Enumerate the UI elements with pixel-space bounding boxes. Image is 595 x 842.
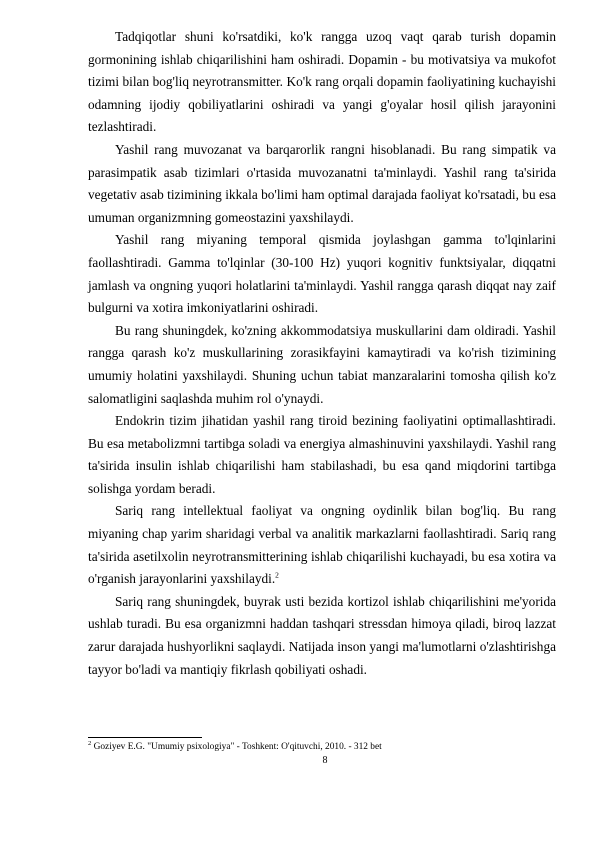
paragraph-green-eye-muscles: Bu rang shuningdek, ko'zning akkommodatsiya muskullarini dam oldiradi. Yashil rangga qarash ko'z muskullarining zorasikfayini kamaytiradi va ko'rish tizimining umumiy holatini yaxshilaydi. Shuning uchun tabiat manzaralarini tomosha qilish ko'z salomatligini saqlashda muhim rol o'ynaydi. [88,322,556,406]
paragraph-yellow-intellect [88,500,556,590]
footnote-text: Goziyev E.G. "Umumiy psixologiya" - Toshkent: O'qituvchi, 2010. - 312 bet [91,742,382,752]
body-text [88,26,556,681]
footnote [88,741,558,753]
paragraph-yellow-cortisol: Sariq rang shuningdek, buyrak usti bezida kortizol ishlab chiqarilishini me'yorida ushlab turadi. Bu esa organizmni haddan tashqari stressdan himoya qiladi, biroq lazzat zarur darajada hushyorlikni saqlaydi. Natijada inson yangi ma'lumotlarni o'zlashtirishga tayyor bo'ladi va mantiqiy fikrlash qobiliyati oshadi. [88,593,556,677]
paragraph-yellow-intellect-text: Sariq rang intellektual faoliyat va ongning oydinlik bilan bog'liq. Bu rang miyaning chap yarim sharidagi verbal va analitik markazlarni faollashtiradi. Sariq rang ta'sirida asetilxolin neyrotransmitterining ishlab chiqarilishi kuchayadi, bu esa xotira va o'rganish jarayonlarini yaxshilaydi. [88,503,556,587]
footnote-reference: 2 [275,570,279,580]
paragraph-green-endocrine: Endokrin tizim jihatidan yashil rang tiroid bezining faoliyatini optimallashtiradi. Bu esa metabolizmni tartibga soladi va energiya almashinuvini yaxshilaydi. Yashil rang ta'sirida insulin ishlab chiqarilishi ham stabilashadi, bu esa qand miqdorini tartibga solishga yordam beradi. [88,413,556,496]
footnote-number: 2 [88,739,92,747]
paragraph-green-gamma-waves: Yashil rang miyaning temporal qismida joylashgan gamma to'lqinlarini faollashtiradi. Gamma to'lqinlar (30-100 Hz) yuqori kognitiv funktsiyalar, diqqatni jamlash va ongning yuqori holatlarini ta'minlaydi. Yashil rangga qarash diqqat nay zaif bulgurni va xotira imkoniyatlarini oshiradi. [88,232,556,316]
paragraph-green-balance: Yashil rang muvozanat va barqarorlik rangni hisoblanadi. Bu rang simpatik va parasimpatik asab tizimlari o'rtasida muvozanatni ta'minlaydi. Yashil rang ta'sirida vegetativ asab tizimining ikkala bo'limi ham optimal darajada faoliyat ko'rsatadi, bu esa umuman organizmning gomeostazini yaxshilaydi. [88,141,556,225]
footnote-divider [88,737,202,738]
page-number: 8 [322,755,328,766]
paragraph-blue-dopamine: Tadqiqotlar shuni ko'rsatdiki, ko'k rangga uzoq vaqt qarab turish dopamin gormonining ishlab chiqarilishini ham oshiradi. Dopamin - bu motivatsiya va mukofot tizimi bilan bog'liq neyrotransmitter. Ko'k rang orqali dopamin faoliyatining kuchayishi odamning ijodiy qobiliyatlarini oshiradi va yangi g'oyalar hosil qilish jarayonini tezlashtiradi. [88,29,556,135]
